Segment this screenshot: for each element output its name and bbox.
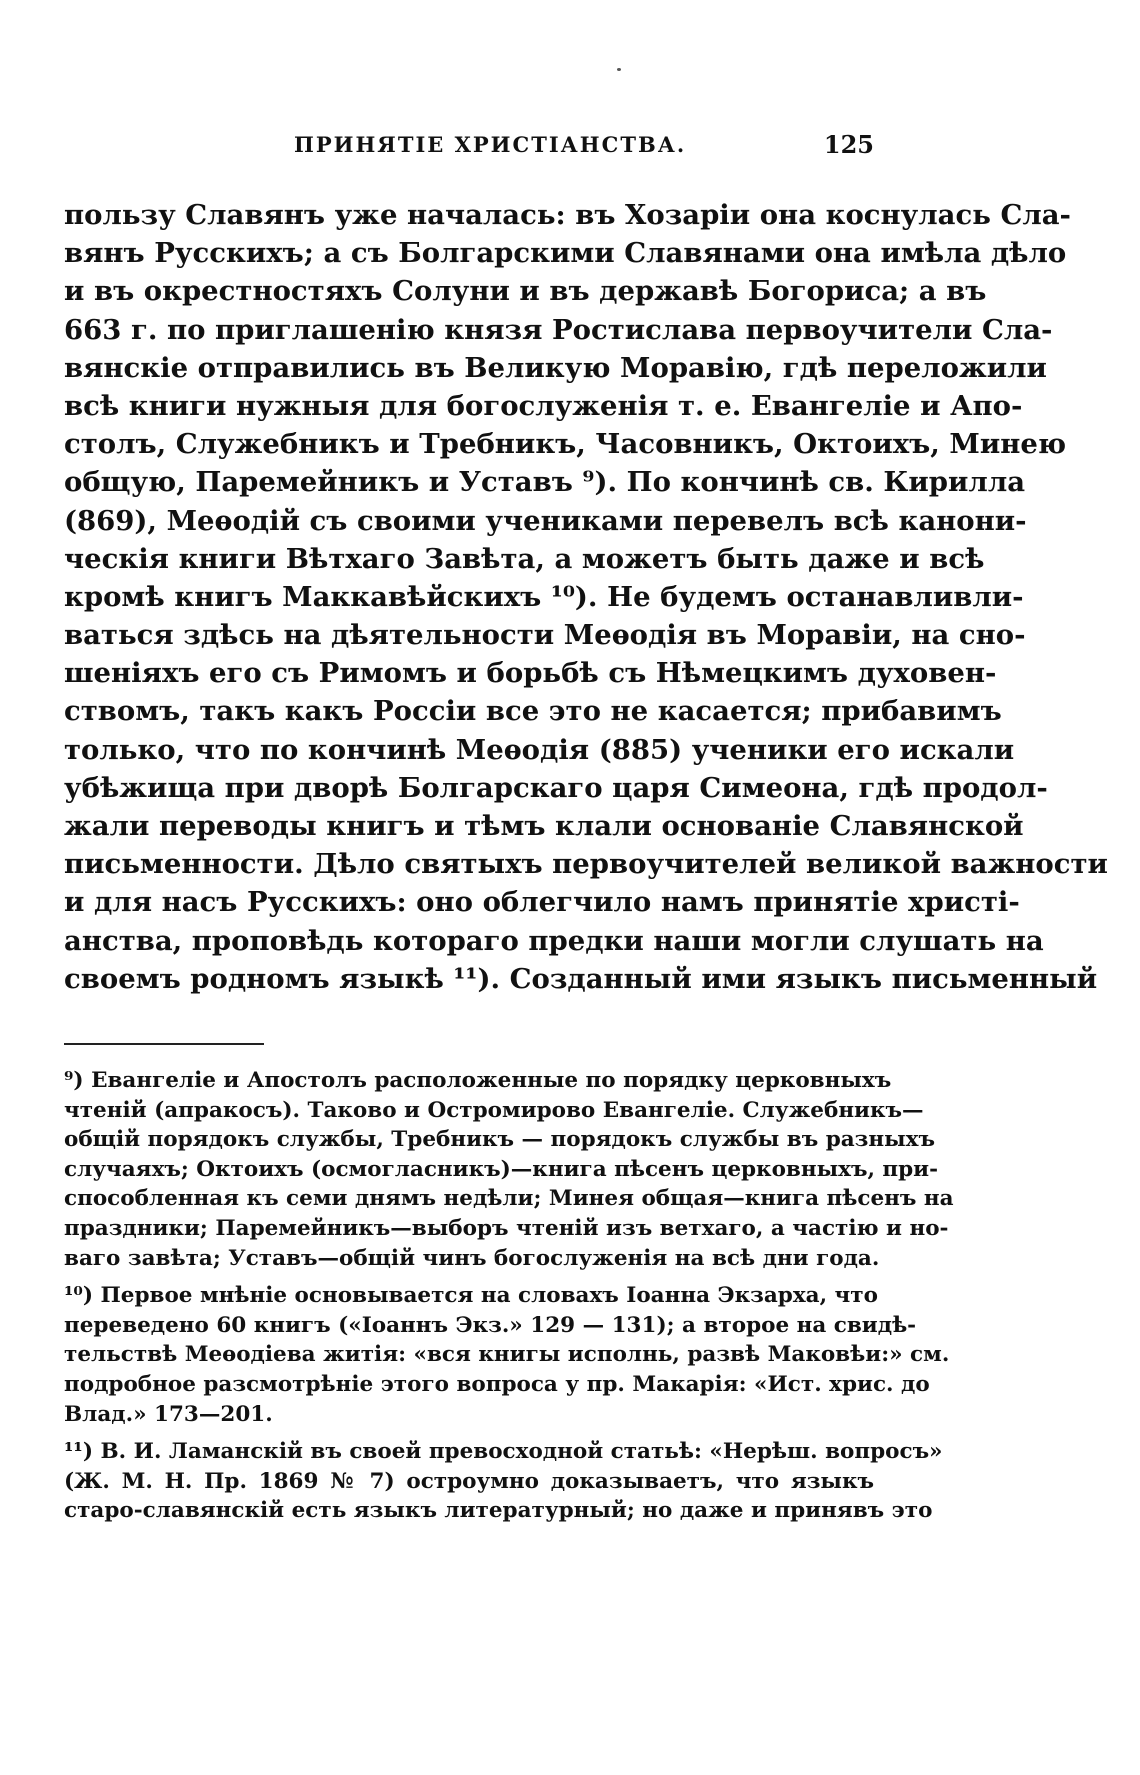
- footnote-line: (Ж. М. Н. Пр. 1869 № 7) остроумно доказываетъ, что языкъ: [64, 1468, 874, 1494]
- scan-speck: [617, 68, 621, 71]
- text-line: (869), Меѳодій съ своими учениками перевелъ всѣ канони-: [64, 504, 1027, 537]
- footnote-line: Влад.» 173—201.: [64, 1401, 273, 1427]
- footnote-line: переведено 60 книгъ («Іоаннъ Экз.» 129 — 131); а второе на свидѣ-: [64, 1312, 917, 1338]
- footnote-10: [64, 1281, 950, 1429]
- text-line: 663 г. по приглашенію князя Ростислава первоучители Сла-: [64, 313, 1053, 346]
- footnote-line: подробное разсмотрѣніе этого вопроса у пр. Макарія: «Ист. хрис. до: [64, 1371, 930, 1397]
- footnote-line: тельствѣ Меѳодіева житія: «вся книгы исполнь, развѣ Маковѣи:» см.: [64, 1342, 950, 1368]
- text-line: письменности. Дѣло святыхъ первоучителей великой важности: [64, 848, 1108, 881]
- running-title: ПРИНЯТІЕ ХРИСТІАНСТВА.: [294, 132, 687, 157]
- footnote-11: [64, 1437, 943, 1526]
- text-line: ческія книги Вѣтхаго Завѣта, а можетъ быть даже и всѣ: [64, 542, 985, 575]
- text-line: вянъ Русскихъ; а съ Болгарскими Славянами она имѣла дѣло: [64, 237, 1067, 270]
- text-line: общую, Паремейникъ и Уставъ ⁹). По кончинѣ св. Кирилла: [64, 466, 1026, 499]
- footnote-line: ⁹) Евангеліе и Апостолъ расположенные по порядку церковныхъ: [64, 1068, 892, 1093]
- footnotes: [64, 1066, 954, 1534]
- text-line: кромѣ книгъ Маккавѣйскихъ ¹⁰). Не будемъ останавливли-: [64, 580, 1024, 613]
- footnote-separator: [64, 1043, 264, 1045]
- footnote-line: ¹⁰) Первое мнѣніе основывается на словахъ Іоанна Экзарха, что: [64, 1283, 878, 1309]
- main-text: [64, 196, 1108, 998]
- text-line: ствомъ, такъ какъ Россіи все это не касается; прибавимъ: [64, 695, 1002, 728]
- footnote-line: общій порядокъ службы, Требникъ — порядокъ службы въ разныхъ: [64, 1127, 935, 1153]
- text-line: вянскіе отправились въ Великую Моравію, гдѣ переложили: [64, 351, 1047, 384]
- text-line: своемъ родномъ языкѣ ¹¹). Созданный ими языкъ письменный: [64, 962, 1098, 995]
- footnote-9: [64, 1066, 954, 1273]
- text-line: и въ окрестностяхъ Солуни и въ державѣ Богориса; а въ: [64, 275, 987, 308]
- text-line: ваться здѣсь на дѣятельности Меѳодія въ Моравіи, на сно-: [64, 619, 1026, 652]
- text-line: столъ, Служебникъ и Требникъ, Часовникъ, Октоихъ, Минею: [64, 428, 1067, 461]
- footnote-line: способленная къ семи днямъ недѣли; Минея общая—книга пѣсенъ на: [64, 1186, 954, 1212]
- footnote-line: старо-славянскій есть языкъ литературный; но даже и принявъ это: [64, 1498, 933, 1524]
- text-line: только, что по кончинѣ Меѳодія (885) ученики его искали: [64, 733, 1015, 766]
- footnote-line: чтеній (апракосъ). Таково и Остромирово Евангеліе. Служебникъ—: [64, 1097, 924, 1123]
- page-header: [64, 132, 874, 166]
- text-line: жали переводы книгъ и тѣмъ клали основаніе Славянской: [64, 810, 1024, 842]
- page-number: 125: [823, 130, 874, 159]
- text-line: анства, проповѣдь котораго предки наши могли слушать на: [64, 924, 1044, 957]
- text-line: всѣ книги нужныя для богослуженія т. е. Евангеліе и Апо-: [64, 389, 1023, 422]
- text-line: убѣжища при дворѣ Болгарскаго царя Симеона, гдѣ продол-: [64, 771, 1048, 804]
- text-line: и для насъ Русскихъ: оно облегчило намъ принятіе христі-: [64, 886, 1020, 919]
- footnote-line: ваго завѣта; Уставъ—общій чинъ богослуженія на всѣ дни года.: [64, 1245, 880, 1271]
- footnote-line: праздники; Паремейникъ—выборъ чтеній изъ ветхаго, а частію и но-: [64, 1215, 949, 1241]
- text-line: шеніяхъ его съ Римомъ и борьбѣ съ Нѣмецкимъ духовен-: [64, 657, 997, 690]
- footnote-line: случаяхъ; Октоихъ (осмогласникъ)—книга пѣсенъ церковныхъ, при-: [64, 1156, 939, 1182]
- text-line: пользу Славянъ уже началась: въ Хозаріи она коснулась Сла-: [64, 199, 1071, 231]
- footnote-line: ¹¹) В. И. Ламанскій въ своей превосходной статьѣ: «Нерѣш. вопросъ»: [64, 1439, 943, 1465]
